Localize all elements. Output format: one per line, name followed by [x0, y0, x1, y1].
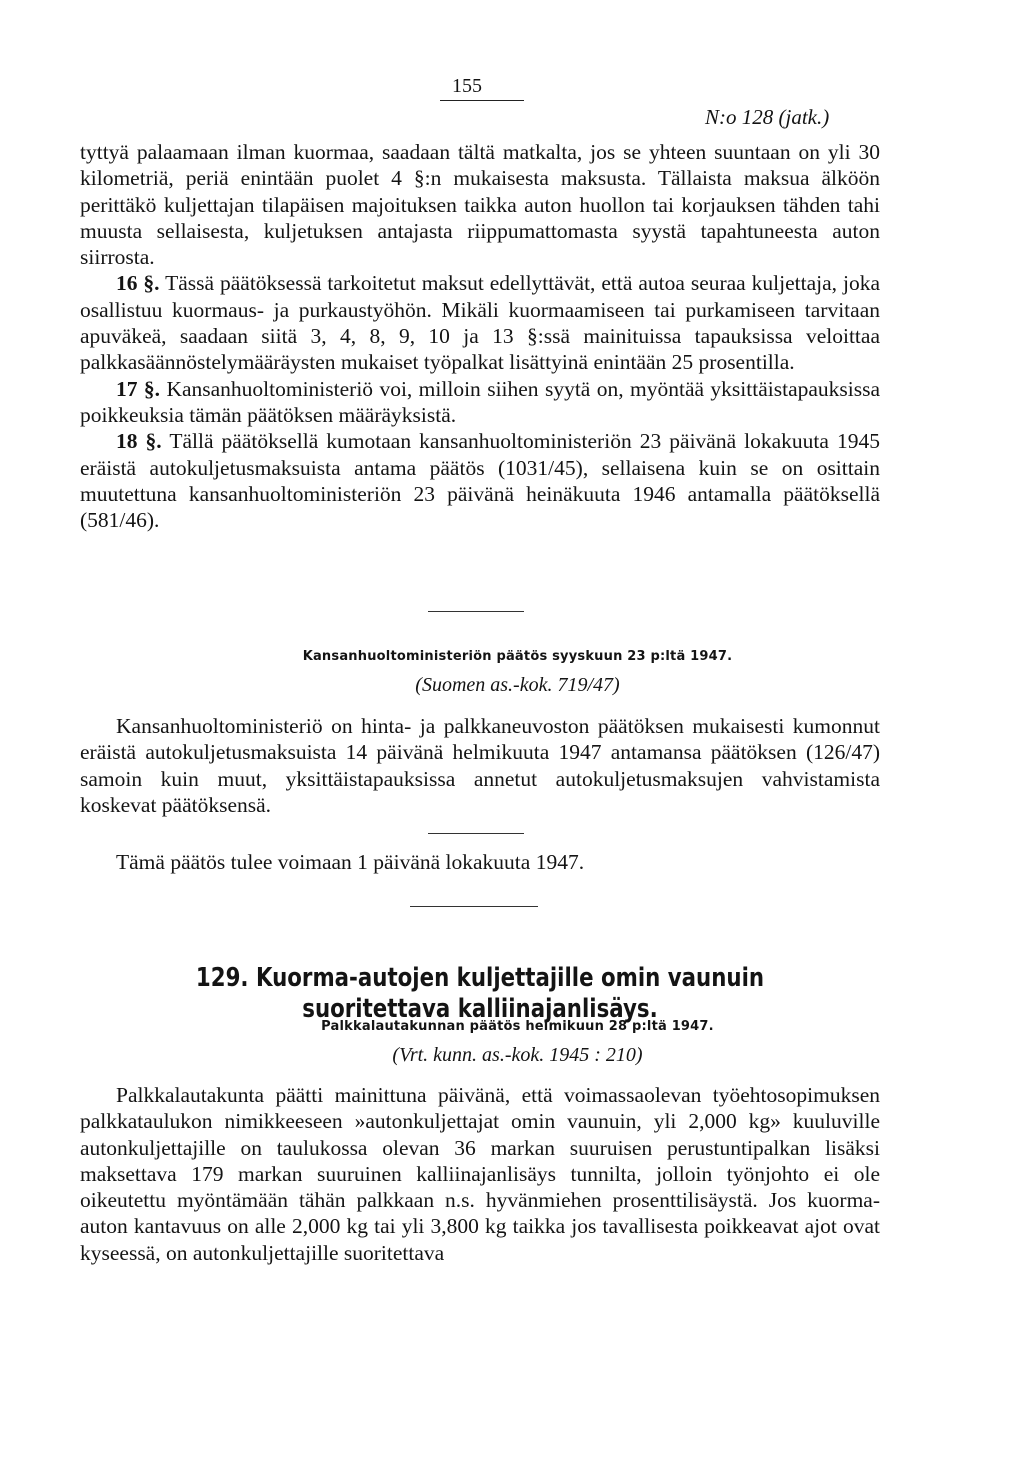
decision-129-text: Palkkalautakunta päätti mainittuna päivänä, että voimassaolevan työehtosopimuksen palkkataulukon nimikkeeseen »autonkuljettajat omin vaunuin, yli 2,000 kg» kuuluville autonkuljettajille on taulukossa olevan 36 markan suuruisen perustuntipalkan lisäksi maksettava 179 markan suuruinen kalliinajanlisäys tunnilta, jolloin työnjohto ei ole oikeutettu myöntämään tähän palkkaan n.s. hyvänmiehen prosenttilisäystä. Jos kuorma-auton kantavuus on alle 2,000 kg tai yli 3,800 kg taikka jos tavallisesta poikkeavat ajot ovat kyseessä, on autonkuljettajille suoritettava	[80, 1083, 880, 1265]
section-18	[80, 428, 880, 533]
section-text: Kansanhuoltoministeriö voi, milloin siihen syytä on, myöntää yksittäistapauksissa poikkeuksia tämän päätöksen määräyksistä.	[80, 376, 881, 427]
page-number-rule	[440, 100, 524, 101]
running-head: N:o 128 (jatk.)	[705, 105, 830, 129]
section-number: 17 §.	[116, 376, 161, 401]
section-number: 16 §.	[116, 271, 160, 296]
decision-128-body	[80, 139, 880, 533]
separator-rule	[428, 611, 524, 612]
ministry-decision-reference: (Suomen as.-kok. 719/47)	[415, 674, 620, 696]
decision-129-reference: (Vrt. kunn. as.-kok. 1945 : 210)	[392, 1044, 643, 1066]
section-text: Tässä päätöksessä tarkoitetut maksut edellyttävät, että autoa seuraa kuljettaja, joka osallistuu kuormaus- ja purkaustyöhön. Mikäli kuormaamiseen tai purkamiseen tarvitaan apuväkeä, saadaan siitä 3, 4, 8, 9, 10 ja 13 §:ssä mainituissa tapauksissa veloittaa palkkasäännöstelymääräysten mukaiset työpalkat lisättyinä enintään 25 prosentilla.	[80, 271, 880, 375]
page-number: 155	[452, 75, 482, 97]
ministry-decision-body	[80, 713, 880, 818]
section-16	[80, 270, 880, 375]
decision-129-body	[80, 1082, 880, 1266]
effective-date-block	[80, 849, 880, 875]
separator-rule	[428, 833, 524, 834]
effective-date-text: Tämä päätös tulee voimaan 1 päivänä lokakuuta 1947.	[116, 850, 585, 874]
continuation-paragraph: tyttyä palaamaan ilman kuormaa, saadaan tältä matkalta, jos se yhteen suuntaan on yli 30 kilometriä, periä enintään puolet 4 §:n mukaisesta maksusta. Tällaista maksua älköön perittäkö kuljettajan tilapäisen majoituksen taikka auton huollon tai korjauksen tähden tahi muusta sellaisesta, kuljetuksen antajasta riippumattomasta syystä tapahtuneesta auton siirrosta.	[80, 140, 880, 270]
section-17	[80, 376, 880, 429]
ministry-decision-title: Kansanhuoltoministeriön päätös syyskuun 23 p:ltä 1947.	[302, 649, 733, 664]
section-end-rule	[410, 906, 538, 907]
decision-129-heading: 129. Kuorma-autojen kuljettajille omin vaunuin suoritettava kalliinajanlisäys.	[195, 963, 765, 1024]
section-text: Tällä päätöksellä kumotaan kansanhuoltoministeriön 23 päivänä lokakuuta 1945 eräistä autokuljetusmaksuista antama päätös (1031/45), sellaisena kuin se on osittain muutettuna kansanhuoltoministeriön 23 päivänä heinäkuuta 1946 antamalla päätöksellä (581/46).	[80, 429, 880, 533]
decision-129-title: Palkkalautakunnan päätös helmikuun 28 p:ltä 1947.	[321, 1019, 714, 1034]
ministry-decision-text: Kansanhuoltoministeriö on hinta- ja palkkaneuvoston päätöksen mukaisesti kumonnut eräistä autokuljetusmaksuista 14 päivänä helmikuuta 1947 antamansa päätöksen (126/47) samoin kuin muut, yksittäistapauksissa annetut autokuljetusmaksujen vahvistamista koskevat päätöksensä.	[80, 714, 880, 817]
section-number: 18 §.	[116, 429, 162, 454]
